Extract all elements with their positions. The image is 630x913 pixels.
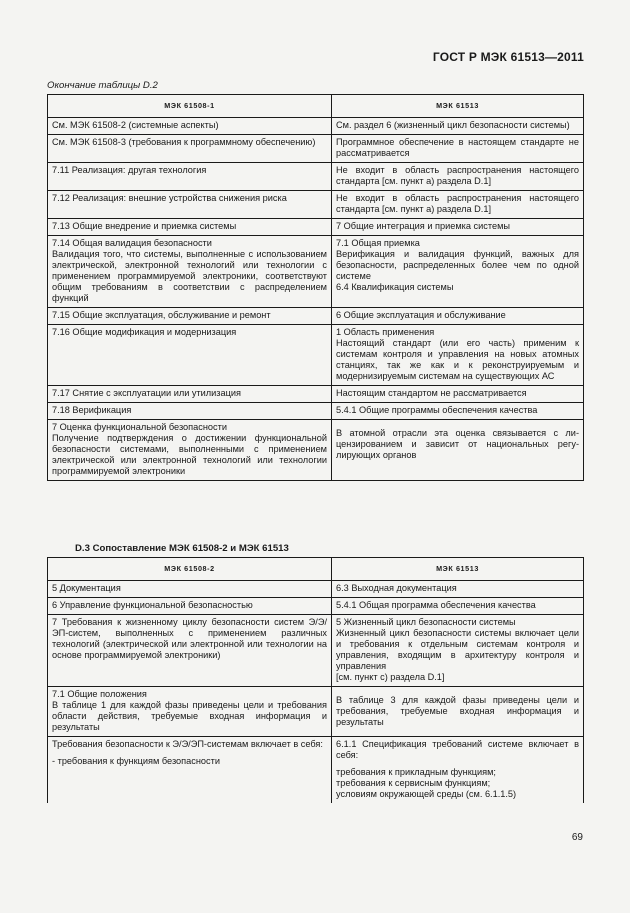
table-cell-left [48,135,332,163]
table-cell-left [48,403,332,420]
cell-text: Не входит в область распространения настоящего стандарта [см. пункт а) раздела D.1] [336,193,579,214]
table-cell-right [332,118,584,135]
cell-text: В таблице 1 для каждой фазы приведены цели и требования области действия, требуемые входная информация и результаты [52,700,327,732]
table-cell-right [332,598,584,615]
table-cell-right [332,219,584,236]
cell-text: 7.17 Снятие с эксплуатации или утилизация [52,388,241,398]
table-header-row [48,558,584,581]
cell-text: 7 Оценка функциональной безопасности [52,422,227,432]
table-cell-right [332,386,584,403]
table-cell-right [332,403,584,420]
table-cell-right [332,325,584,386]
cell-text: [см. пункт с) раздела D.1] [336,672,445,682]
table-row [48,325,584,386]
table-caption: Окончание таблицы D.2 [47,80,158,91]
cell-text: Верификация и валидация функций, важных для безопасности, распределенных более чем по одной системе [336,249,579,281]
table-cell-left [48,737,332,804]
comparison-table-d2 [47,94,584,481]
section-title: D.3 Сопоставление МЭК 61508-2 и МЭК 61513 [75,543,289,554]
table-cell-right [332,191,584,219]
standard-header: ГОСТ Р МЭК 61513—2011 [432,50,584,64]
cell-text: 5.4.1 Общие программы обеспечения качества [336,405,538,415]
table-header-row [48,95,584,118]
cell-text: - требования к функциям безопасности [52,756,220,766]
table-cell-right [332,135,584,163]
table-cell-left [48,581,332,598]
cell-text: 7.1 Общие положения [52,689,147,699]
table-cell-left [48,191,332,219]
cell-text: Не входит в область распространения настоящего стандарта [см. пункт а) раздела D.1] [336,165,579,186]
table-row [48,420,584,481]
cell-text: Получение подтверждения о достижении функциональной безопасности системами, выполненными с применением электрической или электронной технологий или технологии программируемой электроники [52,433,327,476]
column-header-left: МЭК 61508-1 [48,95,332,118]
table-cell-right [332,581,584,598]
table-cell-left [48,118,332,135]
column-header-left: МЭК 61508-2 [48,558,332,581]
cell-text: 5 Документация [52,583,121,593]
cell-text: требования к прикладным функциям; [336,767,496,777]
table-cell-right [332,615,584,687]
table-row [48,163,584,191]
cell-text: 7.1 Общая приемка [336,238,420,248]
cell-text: 7 Требования к жизненному циклу безопасности систем Э/Э/ЭП-систем, выполненных с применением различных технологий (электрической или электронной или технологии на основе программируемой электроники) [52,617,327,660]
table-row [48,403,584,420]
cell-text: См. раздел 6 (жизненный цикл безопасности системы) [336,120,570,130]
table-cell-right [332,163,584,191]
cell-text: 5 Жизненный цикл безопасности системы [336,617,516,627]
cell-text: Требования безопасности к Э/Э/ЭП-системам включает в себя: [52,739,323,749]
table-cell-left [48,325,332,386]
cell-text: 7.15 Общие эксплуатация, обслуживание и ремонт [52,310,271,320]
table-cell-left [48,615,332,687]
cell-text: условиям окружающей среды (см. 6.1.1.5) [336,789,517,799]
cell-text: Жизненный цикл безопасности системы включает цели и требования к отдельным системам контроля и управления, входящим в архитектуру контроля и управления [336,628,579,671]
cell-text: 7.18 Верификация [52,405,132,415]
cell-text: 7.13 Общие внедрение и приемка системы [52,221,237,231]
cell-text: 5.4.1 Общая программа обеспечения качества [336,600,536,610]
cell-text: См. МЭК 61508-2 (системные аспекты) [52,120,219,130]
table-row [48,191,584,219]
table-cell-left [48,236,332,308]
cell-text: См. МЭК 61508-3 (требования к программному обеспечению) [52,137,316,147]
cell-text: Валидация того, что системы, выполненные с использованием электрической, электронной технологий или технологии с применением программируемой электроники, соответствуют общим требованиям в соответствии с распределением функций [52,249,327,303]
table-cell-right [332,308,584,325]
table-row [48,598,584,615]
column-header-right: МЭК 61513 [332,95,584,118]
table-row [48,135,584,163]
cell-text: требования к сервисным функциям; [336,778,491,788]
table-row [48,581,584,598]
table-row [48,118,584,135]
column-header-right: МЭК 61513 [332,558,584,581]
table-row [48,737,584,804]
cell-text: В атомной отрасли эта оценка связывается с лицензированием и зависит от национальных регулирующих органов [336,428,579,460]
table-row [48,308,584,325]
table-row [48,236,584,308]
table-cell-left [48,598,332,615]
table-cell-left [48,219,332,236]
table-cell-right [332,236,584,308]
cell-text: Программное обеспечение в настоящем стандарте не рассматривается [336,137,579,158]
table-cell-right [332,687,584,737]
cell-text: 7.14 Общая валидация безопасности [52,238,212,248]
table-cell-left [48,420,332,481]
cell-text: 6 Управление функциональной безопасностью [52,600,253,610]
cell-text: 7.11 Реализация: другая технология [52,165,207,175]
cell-text: 7.16 Общие модификация и модернизация [52,327,237,337]
table-cell-left [48,163,332,191]
table-cell-left [48,687,332,737]
cell-text: 6.4 Квалификация системы [336,282,454,292]
table-cell-right [332,737,584,804]
cell-text: Настоящим стандартом не рассматривается [336,388,527,398]
table-cell-right [332,420,584,481]
comparison-table-d3 [47,557,584,803]
cell-text: 7.12 Реализация: внешние устройства снижения риска [52,193,287,203]
cell-text: 6.1.1 Спецификация требований системе включает в себя: [336,739,579,760]
table-row [48,687,584,737]
cell-text: 6.3 Выходная документация [336,583,457,593]
table-row [48,219,584,236]
table-row [48,615,584,687]
cell-text: Настоящий стандарт (или его часть) применим к системам контроля и управления на новых атомных станциях, так же как и к реконструируемым и модернизируемым системам на существующих АС [336,338,579,381]
cell-text: 7 Общие интеграция и приемка системы [336,221,511,231]
page-number: 69 [571,832,583,843]
table-cell-left [48,308,332,325]
table-cell-left [48,386,332,403]
cell-text: 6 Общие эксплуатация и обслуживание [336,310,506,320]
cell-text: В таблице 3 для каждой фазы приведены цели и требования, требуемые входная информация и результаты [336,695,579,727]
cell-text: 1 Область применения [336,327,435,337]
table-row [48,386,584,403]
